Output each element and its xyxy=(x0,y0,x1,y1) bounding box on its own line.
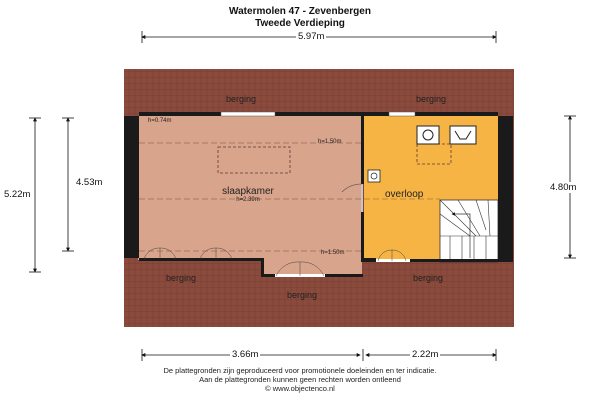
height-mark-bottom-right: h=1.50m xyxy=(321,250,345,256)
bedroom-height: h=2.39m xyxy=(236,197,260,203)
disclaimer xyxy=(0,366,600,393)
dimension-bottom-left-label: 3.66m xyxy=(232,349,259,360)
staircase xyxy=(440,200,498,262)
dimension-left-inner-label: 4.53m xyxy=(76,177,103,188)
label-berging-bottom-left: berging xyxy=(166,273,197,283)
window-top-right xyxy=(389,112,415,116)
boiler-icon xyxy=(368,170,380,182)
label-berging-top-left: berging xyxy=(226,94,257,104)
height-mark-top-left: h=0.74m xyxy=(148,118,172,124)
bedroom-alcove xyxy=(262,258,362,274)
disclaimer-line-1: De plattegronden zijn geproduceerd voor promotionele doeleinden en ter indicatie. xyxy=(163,366,437,375)
washbasin-icon xyxy=(450,126,476,144)
dimension-left-inner xyxy=(62,118,74,251)
address-title: Watermolen 47 - Zevenbergen xyxy=(229,6,371,17)
label-berging-bottom-right: berging xyxy=(413,273,444,283)
copyright-link[interactable]: © www.objectenco.nl xyxy=(265,384,335,393)
label-berging-bottom-center: berging xyxy=(287,290,318,300)
disclaimer-line-2: Aan de plattegronden kunnen geen rechten worden ontleend xyxy=(199,375,401,384)
dimension-bottom-right-label: 2.22m xyxy=(412,349,439,360)
dimension-top-label: 5.97m xyxy=(298,31,325,42)
landing-label: overloop xyxy=(385,189,424,200)
washing-machine-icon xyxy=(417,126,439,144)
bedroom-label xyxy=(210,186,286,203)
label-berging-top-right: berging xyxy=(416,94,447,104)
dimension-left-outer-label: 5.22m xyxy=(4,189,31,200)
height-mark-top-right: h=1.50m xyxy=(318,139,342,145)
bedroom-name: slaapkamer xyxy=(222,186,274,197)
dimension-right-label: 4.80m xyxy=(550,182,577,193)
floor-title: Tweede Verdieping xyxy=(255,18,345,29)
window-top-left xyxy=(221,112,275,116)
